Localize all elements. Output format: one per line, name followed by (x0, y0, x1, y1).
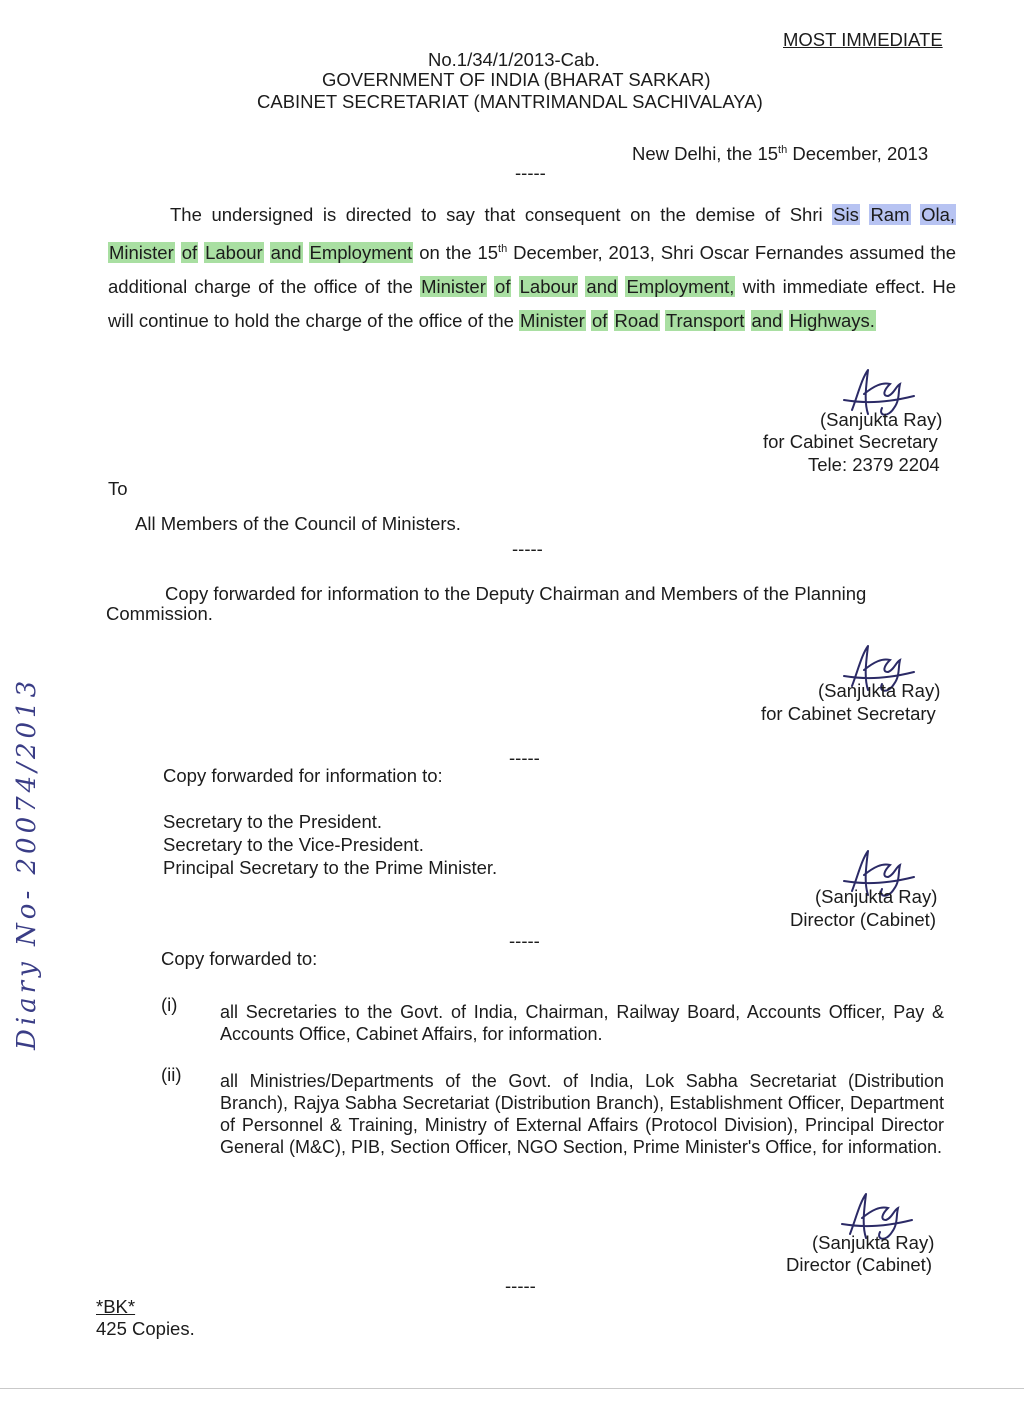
copy-forward-heading-3: Copy forwarded to: (161, 948, 318, 969)
separator-dashes: ----- (509, 930, 540, 951)
telephone: Tele: 2379 2204 (808, 454, 940, 475)
signatory-name-4: (Sanjukta Ray) (812, 1232, 935, 1253)
recipient-item: Secretary to the President. (163, 811, 383, 832)
signatory-name-2: (Sanjukta Ray) (818, 680, 941, 701)
copy-forward-heading-2: Copy forwarded for information to: (163, 765, 443, 786)
main-paragraph: The undersigned is directed to say that consequent on the demise of Shri Sis Ram Ola, Minister of Labour and Employment on the 15th December, 2013, Shri Oscar Fernandes assumed the additional charge of the office of the Minister of Labour and Employment, with immediate effect. He will continue to hold the charge of the office of the Minister of Road Transport and Highways. (108, 204, 957, 332)
government-heading: GOVERNMENT OF INDIA (BHARAT SARKAR) (322, 69, 711, 90)
list-item-text: all Secretaries to the Govt. of India, Chairman, Railway Board, Accounts Officer, Pay & Accounts Office, Cabinet Affairs, for information. (220, 1002, 944, 1044)
date-line: New Delhi, the 15th December, 2013 (632, 143, 929, 165)
recipient-item: Principal Secretary to the Prime Minister. (163, 857, 498, 878)
separator-dashes: ----- (512, 538, 543, 559)
copy-forward-line-2: Commission. (106, 603, 213, 624)
handwritten-diary-note: Diary No- 20074/2013 (12, 676, 42, 1050)
initials: *BK* (96, 1296, 136, 1317)
page-edge (0, 1388, 1024, 1389)
priority-label: MOST IMMEDIATE (783, 29, 943, 50)
signatory-name-3: (Sanjukta Ray) (815, 886, 938, 907)
department-heading: CABINET SECRETARIAT (MANTRIMANDAL SACHIVALAYA) (257, 91, 763, 112)
signatory-name-1: (Sanjukta Ray) (820, 409, 943, 430)
signatory-designation-2: for Cabinet Secretary (761, 703, 936, 724)
list-item-text: all Ministries/Departments of the Govt. of India, Lok Sabha Secretariat (Distribution Branch), Rajya Sabha Secretariat (Distribution Branch), Establishment Officer, Department of Personnel & Training, Ministry of External Affairs (Protocol Division), Principal Director General (M&C), PIB, Section Officer, NGO Section, Prime Minister's Office, for information. (220, 1071, 944, 1157)
list-marker: (ii) (161, 1064, 182, 1085)
file-number: No.1/34/1/2013-Cab. (428, 49, 600, 70)
copy-forward-line-1: Copy forwarded for information to the Deputy Chairman and Members of the Planning (165, 583, 867, 604)
signatory-designation-1: for Cabinet Secretary (763, 431, 938, 452)
separator-dashes: ----- (505, 1275, 536, 1296)
recipient-item: Secretary to the Vice-President. (163, 834, 424, 855)
list-marker: (i) (161, 994, 178, 1015)
recipients: All Members of the Council of Ministers. (135, 513, 461, 534)
to-label: To (108, 478, 128, 499)
separator-dashes: ----- (515, 162, 546, 183)
signatory-designation-4: Director (Cabinet) (786, 1254, 932, 1275)
copies-count: 425 Copies. (96, 1318, 195, 1339)
separator-dashes: ----- (509, 747, 540, 768)
signatory-designation-3: Director (Cabinet) (790, 909, 936, 930)
